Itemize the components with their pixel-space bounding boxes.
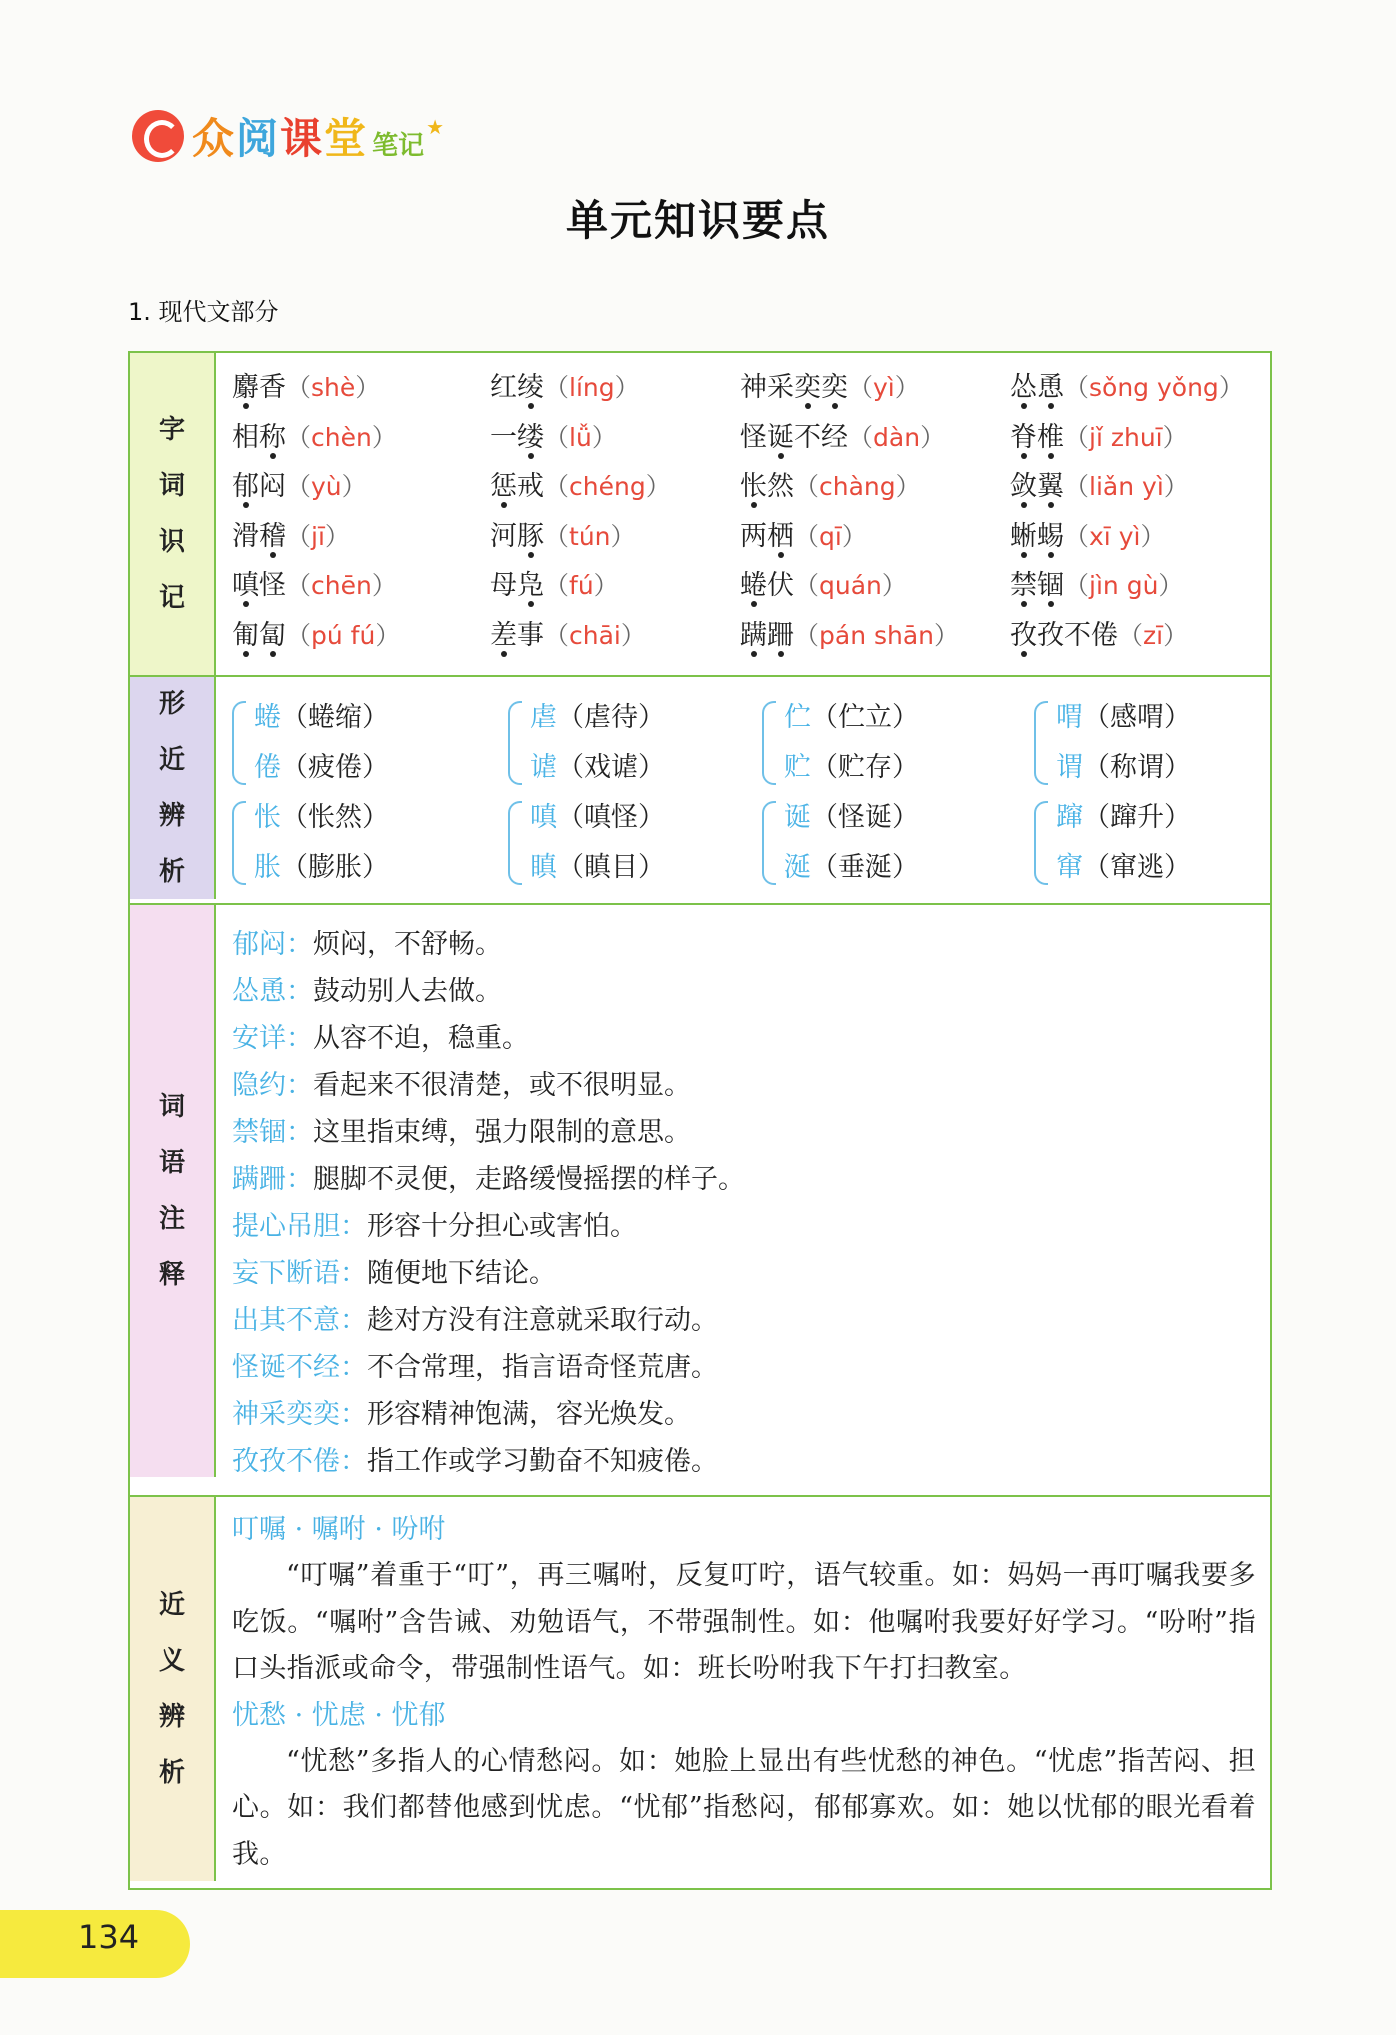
synonym-explanation: “忧愁”多指人的心情愁闷。如：她脸上显出有些忧愁的神色。“忧虑”指苦闷、担心。如：我们都替他感到忧虑。“忧郁”指愁闷，郁郁寡欢。如：她以忧郁的眼光看着我。 [232,1745,1256,1870]
synonym-notes [216,1497,1270,1888]
definition-item: 郁闷：烦闷，不舒畅。 [232,929,502,960]
logo-sub-text: 笔记 [372,130,425,161]
vocab-item: 差事（chāi） [490,619,646,651]
pinyin: yù [311,472,342,501]
row-heading: 字 词 识 记 [130,353,216,675]
vocab-item: 郁闷（yù） [232,471,367,502]
row-heading: 近 义 辨 析 [130,1497,216,1881]
definition-item: 出其不意：趁对方没有注意就采取行动。 [232,1305,718,1336]
row-zici [130,353,1270,675]
definition-item: 怪诞不经：不合常理，指言语奇怪荒唐。 [232,1352,718,1383]
brace-icon [1034,701,1048,785]
row-heading: 词 语 注 释 [130,905,216,1477]
char-pair: 虐（虐待） 谑（戏谑） [508,693,762,793]
definition-item: 怂恿：鼓动别人去做。 [232,976,502,1007]
pinyin: jǐ zhuī [1089,422,1163,452]
row-jinyi [130,1495,1270,1888]
knowledge-table [128,351,1272,1890]
char-pair: 怅（怅然） 胀（膨胀） [232,793,508,893]
vocab-item: 蜥蜴（xī yì） [1010,520,1166,552]
vocab-item: 一缕（lǚ） [490,421,617,453]
publisher-logo [132,104,444,168]
row-ciyu [130,903,1270,1495]
row-heading: 形 近 辨 析 [130,677,216,899]
pinyin: xī yì [1089,521,1141,551]
pinyin: fú [569,571,594,600]
vocab-item: 怅然（chàng） [740,471,921,502]
pinyin: sǒng yǒng [1089,373,1219,402]
brace-icon [762,801,776,885]
pinyin: yì [873,373,895,402]
brace-icon [762,701,776,785]
pinyin: chàng [819,472,896,501]
synonym-explanation: “叮嘱”着重于“叮”，再三嘱咐，反复叮咛，语气较重。如：妈妈一再叮嘱我要多吃饭。“嘱咐”含告诫、劝勉语气，不带强制性。如：他嘱咐我要好好学习。“吩咐”指口头指派或命令，带强制性语气。如：班长吩咐我下午打扫教室。 [232,1560,1256,1684]
pinyin: zī [1143,620,1164,650]
vocab-item: 怪诞不经（dàn） [740,421,946,453]
pinyin: liǎn yì [1089,472,1164,501]
vocab-item: 匍匐（pú fú） [232,619,401,651]
definition-item: 妄下断语：随便地下结论。 [232,1258,556,1289]
page-title: 单元知识要点 [565,196,830,245]
vocab-item: 怂恿（sǒng yǒng） [1010,372,1244,403]
vocab-item: 敛翼（liǎn yì） [1010,471,1189,502]
definition-item: 孜孜不倦：指工作或学习勤奋不知疲倦。 [232,1446,718,1477]
definition-item: 蹒跚：腿脚不灵便，走路缓慢摇摆的样子。 [232,1164,745,1195]
pinyin: pán shān [819,620,935,650]
pinyin: lǚ [569,422,592,452]
vocab-item: 河豚（tún） [490,520,636,552]
brace-icon [508,701,522,785]
synonym-group-title: 忧愁 · 忧虑 · 忧郁 [232,1699,446,1731]
row-xingjin [130,675,1270,903]
brace-icon [1034,801,1048,885]
logo-main-text: 众阅课堂 [192,114,369,163]
section-title: 1. 现代文部分 [128,298,279,326]
char-pair: 喟（感喟） 谓（称谓） [1034,693,1274,793]
char-pair: 蜷（蜷缩） 倦（疲倦） [232,693,508,793]
vocab-item: 麝香（shè） [232,372,381,403]
vocab-grid [232,363,1270,660]
char-pair: 诞（怪诞） 涎（垂涎） [762,793,1034,893]
pinyin: jī [311,521,325,551]
synonym-group-title: 叮嘱 · 嘱咐 · 吩咐 [232,1514,446,1545]
page-number: 134 [78,1918,140,1956]
definition-item: 神采奕奕：形容精神饱满，容光焕发。 [232,1399,691,1430]
pinyin: chēn [311,571,372,600]
vocab-item: 孜孜不倦（zī） [1010,619,1189,651]
pinyin: qī [819,521,842,551]
definition-item: 隐约：看起来不很清楚，或不很明显。 [232,1070,691,1101]
brace-icon [232,701,246,785]
vocab-item: 神采奕奕（yì） [740,372,920,403]
definition-item: 安详：从容不迫，稳重。 [232,1023,529,1054]
pinyin: dàn [873,422,921,452]
definition-item: 禁锢：这里指束缚，强力限制的意思。 [232,1117,691,1148]
char-pair: 嗔（嗔怪） 瞋（瞋目） [508,793,762,893]
vocab-item: 嗔怪（chēn） [232,570,397,601]
star-icon: ★ [426,115,445,139]
pinyin: shè [311,373,356,402]
char-pair: 蹿（蹿升） 窜（窜逃） [1034,793,1274,893]
pinyin: quán [819,571,882,600]
vocab-item: 禁锢（jìn gù） [1010,570,1184,601]
vocab-item: 相称（chèn） [232,421,397,453]
vocab-item: 惩戒（chéng） [490,471,671,502]
similar-chars-grid [232,687,1274,893]
pinyin: líng [569,373,615,402]
brace-icon [232,801,246,885]
vocab-item: 蹒跚（pán shān） [740,619,960,651]
definitions-list [232,915,1256,1485]
pinyin: jìn gù [1089,571,1159,600]
vocab-item: 母凫（fú） [490,570,619,601]
vocab-item: 蜷伏（quán） [740,570,907,601]
pinyin: tún [569,521,611,551]
pinyin: chèn [311,422,372,452]
brace-icon [508,801,522,885]
pinyin: chāi [569,620,621,650]
definition-item: 提心吊胆：形容十分担心或害怕。 [232,1211,637,1242]
vocab-item: 脊椎（jǐ zhuī） [1010,421,1188,453]
char-pair: 伫（伫立） 贮（贮存） [762,693,1034,793]
pinyin: chéng [569,472,646,501]
pinyin: pú fú [311,620,376,650]
vocab-item: 两栖（qī） [740,520,867,552]
vocab-item: 红绫（líng） [490,372,640,403]
logo-mark-icon [132,110,184,162]
vocab-item: 滑稽（jī） [232,520,350,552]
